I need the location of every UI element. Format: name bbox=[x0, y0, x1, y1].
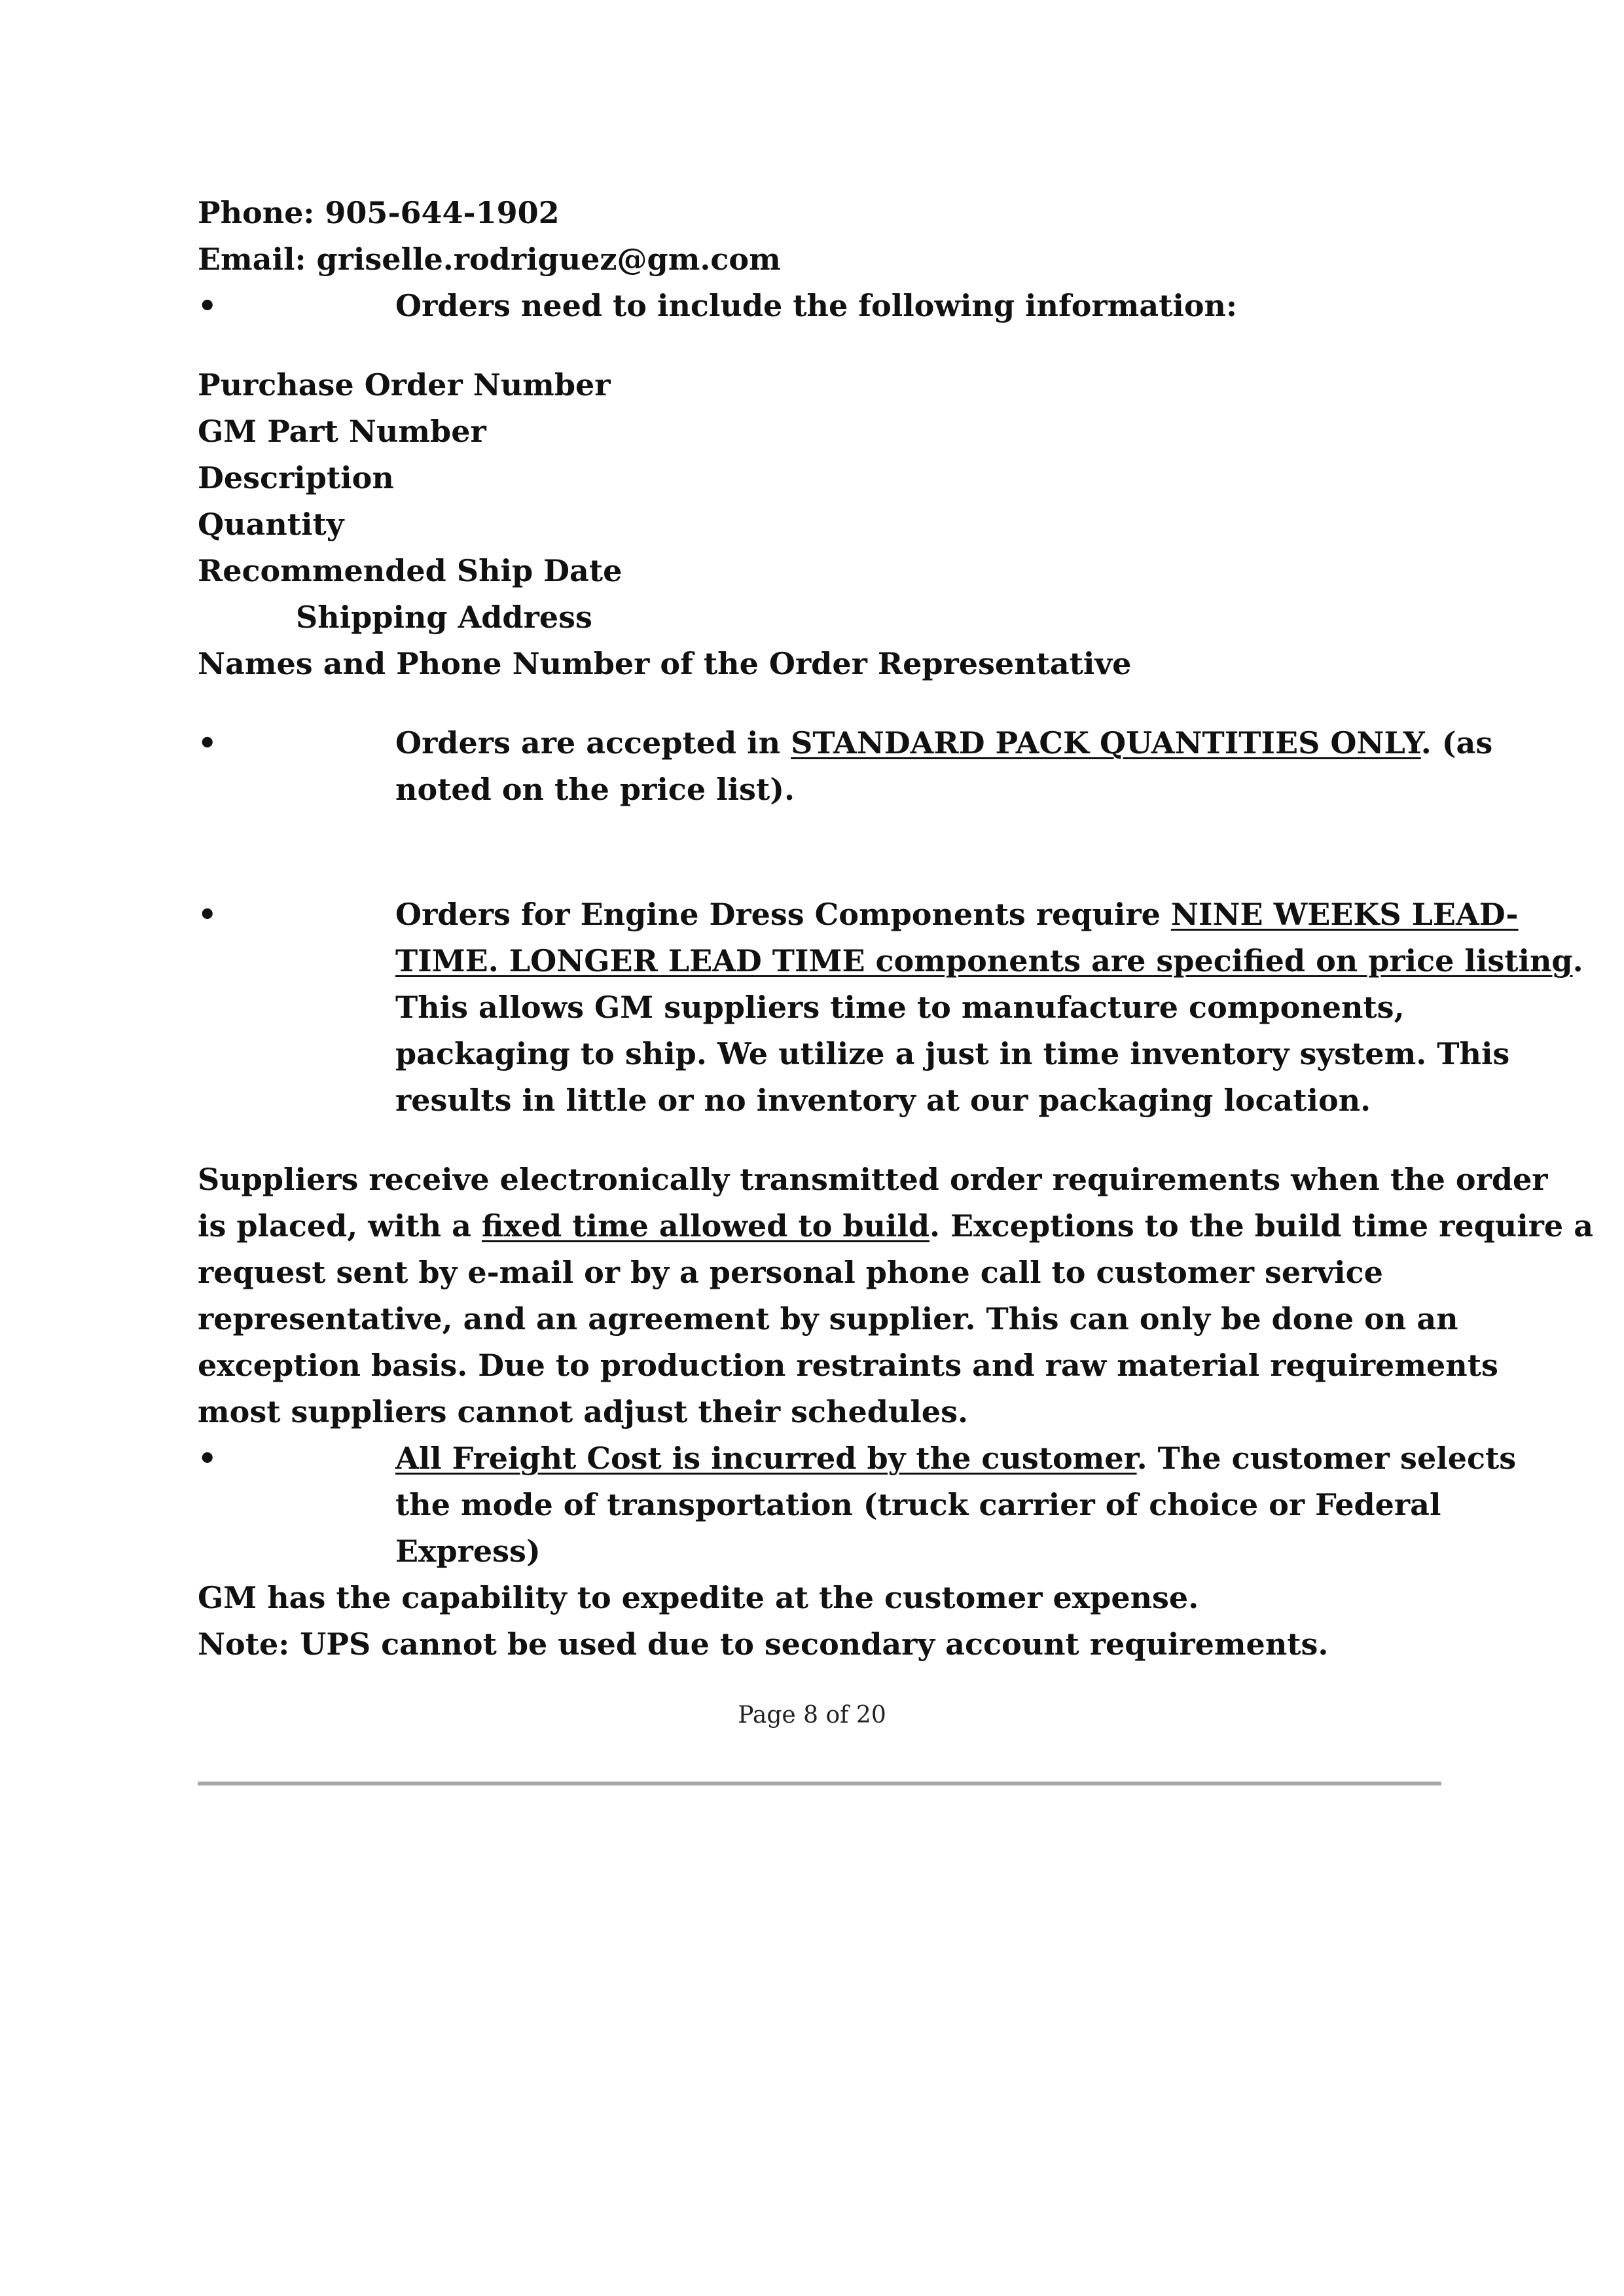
bullet-dot: • bbox=[198, 288, 217, 323]
page-number: Page 8 of 20 bbox=[738, 1702, 886, 1729]
lead-time-emphasis: NINE WEEKS LEAD- bbox=[1170, 897, 1519, 932]
engine-dress-line-3: This allows GM suppliers time to manufacture components, bbox=[395, 990, 1405, 1025]
contact-email: Email: griselle.rodriguez@gm.com bbox=[198, 242, 781, 277]
footer-divider bbox=[198, 1782, 1441, 1785]
freight-emphasis: All Freight Cost is incurred by the customer bbox=[395, 1441, 1137, 1476]
suppliers-line-3: request sent by e-mail or by a personal phone call to customer service bbox=[198, 1255, 1383, 1290]
build-time-emphasis: fixed time allowed to build bbox=[481, 1208, 930, 1244]
engine-dress-line-1: Orders for Engine Dress Components require NINE WEEKS LEAD- bbox=[395, 897, 1519, 932]
order-field: GM Part Number bbox=[198, 414, 486, 449]
engine-dress-line-4: packaging to ship. We utilize a just in time inventory system. This bbox=[395, 1036, 1510, 1071]
order-field: Purchase Order Number bbox=[198, 367, 611, 403]
freight-line-2: the mode of transportation (truck carrier of choice or Federal bbox=[395, 1487, 1441, 1522]
suppliers-line-1: Suppliers receive electronically transmitted order requirements when the order bbox=[198, 1162, 1548, 1197]
suppliers-line-6: most suppliers cannot adjust their schedules. bbox=[198, 1394, 968, 1429]
ups-note: Note: UPS cannot be used due to secondary account requirements. bbox=[198, 1626, 1329, 1662]
document-page bbox=[198, 190, 1594, 1668]
contact-phone: Phone: 905-644-1902 bbox=[198, 195, 560, 230]
order-field: Shipping Address bbox=[296, 600, 592, 635]
order-fields-list bbox=[198, 362, 1441, 687]
bullet-dot: • bbox=[198, 725, 217, 761]
suppliers-line-2: is placed, with a fixed time allowed to build. Exceptions to the build time require a bbox=[198, 1208, 1594, 1244]
suppliers-line-5: exception basis. Due to production restraints and raw material requirements bbox=[198, 1348, 1498, 1383]
standard-pack-emphasis: STANDARD PACK QUANTITIES ONLY bbox=[791, 725, 1421, 761]
freight-line-3: Express) bbox=[395, 1534, 541, 1569]
bullet-standard-pack bbox=[198, 720, 1493, 813]
engine-dress-line-5: results in little or no inventory at our packaging location. bbox=[395, 1083, 1371, 1118]
bullet-dot: • bbox=[198, 1441, 217, 1476]
order-field: Recommended Ship Date bbox=[198, 553, 623, 588]
standard-pack-line-1: Orders are accepted in STANDARD PACK QUANTITIES ONLY. (as bbox=[395, 725, 1493, 761]
standard-pack-line-2: noted on the price list). bbox=[395, 772, 795, 807]
lead-time-emphasis: TIME. LONGER LEAD TIME components are specified on price listing bbox=[395, 943, 1573, 978]
bullet-freight bbox=[198, 1435, 1517, 1575]
order-field: Quantity bbox=[198, 507, 344, 542]
orders-info-text: Orders need to include the following information: bbox=[395, 288, 1237, 323]
expedite-note: GM has the capability to expedite at the customer expense. bbox=[198, 1580, 1199, 1615]
suppliers-paragraph bbox=[198, 1157, 1594, 1435]
order-field: Names and Phone Number of the Order Representative bbox=[198, 646, 1132, 681]
suppliers-line-4: representative, and an agreement by supplier. This can only be done on an bbox=[198, 1301, 1458, 1336]
bullet-orders-info bbox=[198, 283, 1441, 329]
bullet-dot: • bbox=[198, 897, 217, 932]
order-field: Description bbox=[198, 460, 394, 495]
engine-dress-line-2: TIME. LONGER LEAD TIME components are specified on price listing. bbox=[395, 943, 1583, 978]
freight-line-1: All Freight Cost is incurred by the customer. The customer selects bbox=[395, 1441, 1517, 1476]
bullet-engine-dress bbox=[198, 891, 1583, 1124]
